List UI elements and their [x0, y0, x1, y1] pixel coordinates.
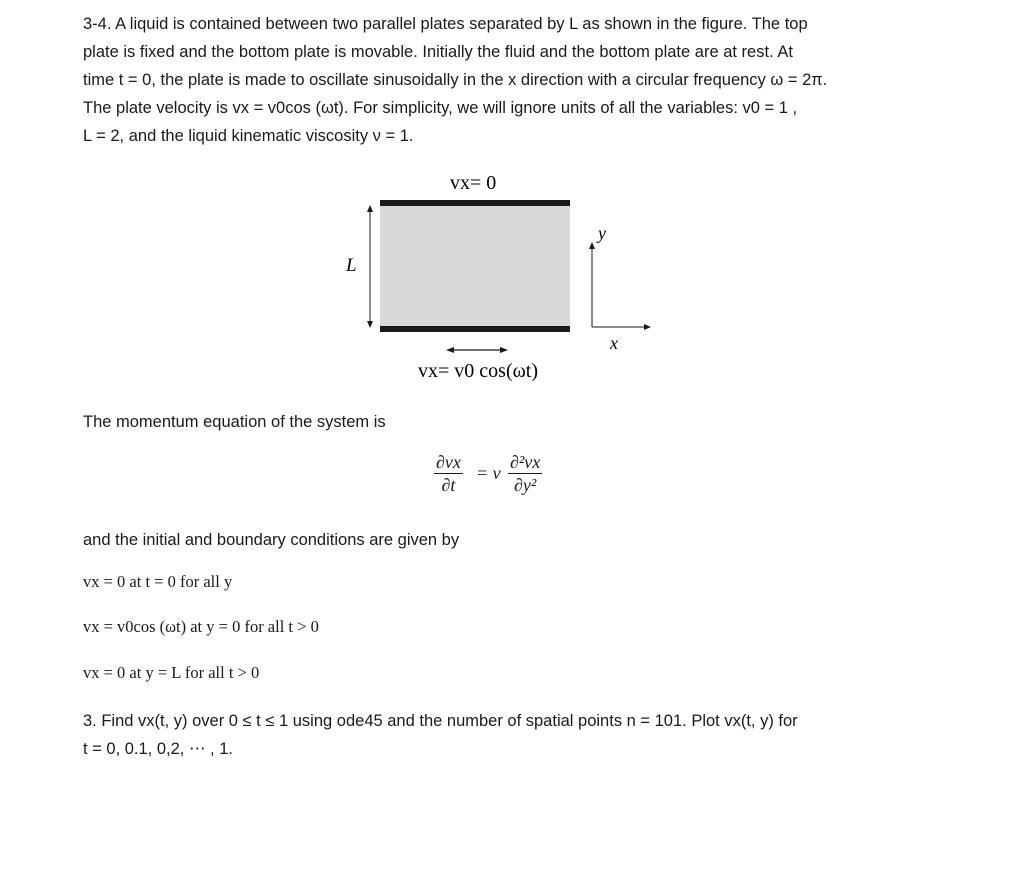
liquid-region	[380, 203, 570, 329]
x-axis-label: x	[610, 333, 618, 353]
gap-arrow-down-icon	[367, 321, 373, 328]
top-plate	[380, 200, 570, 206]
parallel-plates-figure	[330, 165, 690, 390]
lhs-fraction	[434, 452, 463, 495]
gap-label: L	[346, 255, 357, 276]
problem-line: time t = 0, the plate is made to oscillate sinusoidally in the x direction with a circular frequency ω = 2π.	[83, 71, 828, 89]
lhs-denominator: ∂t	[441, 475, 456, 495]
rhs-denominator: ∂y²	[514, 475, 537, 495]
gap-arrow-up-icon	[367, 205, 373, 212]
top-boundary-condition: vx = 0 at y = L for all t > 0	[83, 663, 260, 682]
bottom-boundary-condition: vx = v0cos (ωt) at y = 0 for all t > 0	[83, 617, 319, 636]
y-axis-label: y	[598, 223, 606, 243]
conditions-intro-text: and the initial and boundary conditions are given by	[83, 531, 460, 549]
problem-line: 3-4. A liquid is contained between two parallel plates separated by L as shown in the figure. The top	[83, 15, 808, 33]
conditions-intro	[83, 526, 913, 554]
oscillation-left-arrow-icon	[446, 347, 454, 353]
rhs-fraction	[508, 452, 542, 495]
lhs-numerator: ∂vx	[436, 452, 461, 472]
task-line: t = 0, 0.1, 0,2, ⋯ , 1.	[83, 740, 233, 758]
problem-statement	[83, 10, 913, 150]
y-axis-arrow-icon	[589, 242, 595, 249]
problem-line: plate is fixed and the bottom plate is movable. Initially the fluid and the bottom plate are at rest. At	[83, 43, 793, 61]
momentum-equation	[420, 452, 570, 504]
top-plate-label: vx= 0	[450, 172, 497, 194]
oscillation-right-arrow-icon	[500, 347, 508, 353]
task-line: 3. Find vx(t, y) over 0 ≤ t ≤ 1 using ode45 and the number of spatial points n = 101. Plot vx(t, y) for	[83, 712, 798, 730]
equation-equals: = ν	[476, 463, 501, 483]
x-axis-arrow-icon	[644, 324, 651, 330]
problem-line: L = 2, and the liquid kinematic viscosity ν = 1.	[83, 127, 414, 145]
initial-condition: vx = 0 at t = 0 for all y	[83, 572, 233, 591]
task-statement	[83, 707, 913, 763]
bottom-plate	[380, 326, 570, 332]
problem-line: The plate velocity is vx = v0cos (ωt). For simplicity, we will ignore units of all the variables: v0 = 1 ,	[83, 99, 798, 117]
momentum-intro-text: The momentum equation of the system is	[83, 413, 386, 431]
bottom-plate-label: vx= v0 cos(ωt)	[418, 360, 538, 382]
momentum-intro	[83, 408, 913, 436]
rhs-numerator: ∂²vx	[510, 452, 541, 472]
